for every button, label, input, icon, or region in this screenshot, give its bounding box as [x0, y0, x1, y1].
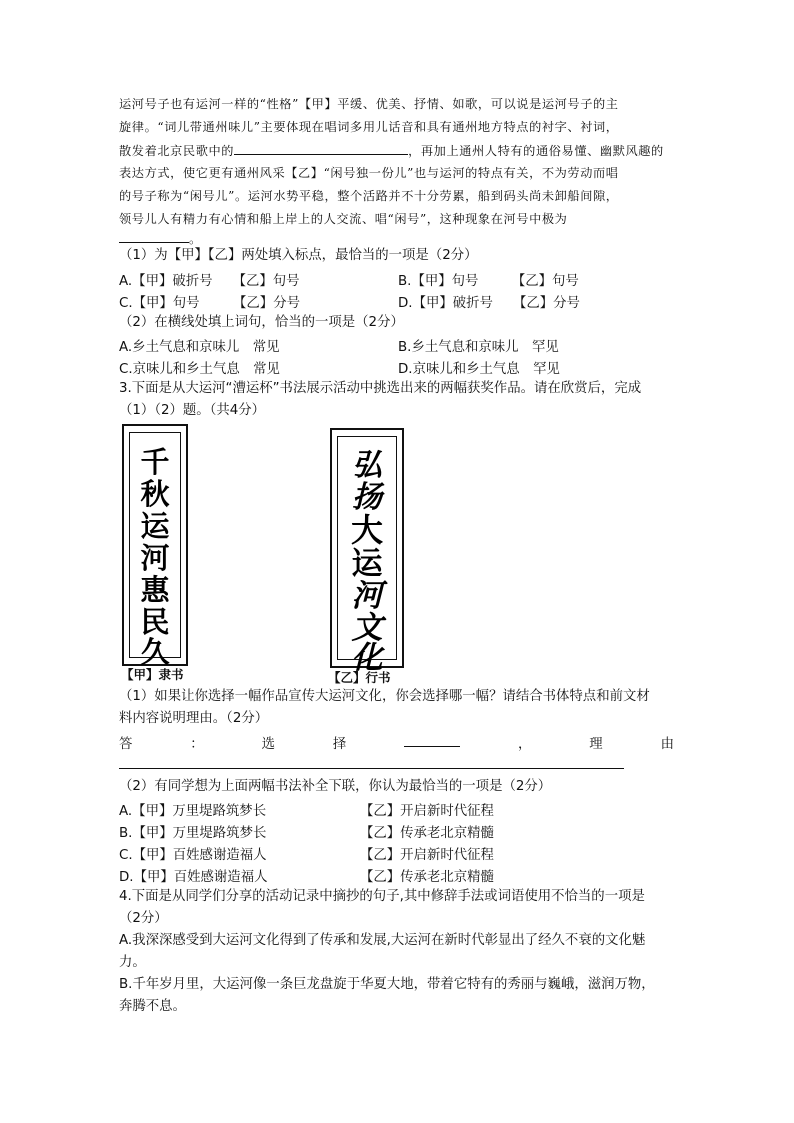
- passage-line-3a: 散发着北京民歌中的: [119, 144, 235, 158]
- scroll-yi-char-7: 化: [351, 640, 383, 676]
- q2-stem: （2）在横线处填上词句，恰当的一项是（2分）: [119, 315, 404, 330]
- choice-blank[interactable]: [404, 733, 460, 747]
- calligraphy-scroll-yi: [330, 428, 404, 676]
- answer-choose-1: 选: [261, 737, 275, 752]
- scroll-jia-char-6: 民: [140, 605, 170, 639]
- fill-blank-2[interactable]: [119, 229, 189, 243]
- passage-line-1: 运河号子也有运河一样的“性格”【甲】平缓、优美、抒情、如歌，可以说是运河号子的主: [119, 97, 619, 111]
- scroll-yi-char-4: 运: [351, 546, 383, 582]
- answer-label: 答: [119, 737, 133, 752]
- scroll-yi-char-3: 大: [350, 511, 383, 549]
- q3-sub1-line-1: （1）如果让你选择一幅作品宣传大运河文化，你会选择哪一幅？请结合书体特点和前文材: [119, 689, 650, 704]
- answer-comma: ，: [518, 737, 532, 752]
- fill-blank-1[interactable]: [234, 141, 408, 155]
- passage-line-4: 表达方式，使它更有通州风采【乙】“闲号独一份儿”也与运河的特点有关，不为劳动而唱: [119, 166, 619, 180]
- q3-sub2-option-c-right: 【乙】开启新时代征程: [360, 848, 494, 863]
- passage-line-2: 旋律。“词儿带通州味儿”主要体现在唱词多用儿话音和具有通州地方特点的衬字、衬词，: [119, 120, 619, 134]
- caption-jia: 【甲】隶书: [121, 667, 184, 682]
- scroll-jia-char-3: 运: [140, 509, 170, 543]
- answer-choose-2: 择: [332, 737, 347, 752]
- passage-line-3: [119, 141, 664, 160]
- passage-line-7-end: 。: [189, 232, 202, 246]
- scroll-jia-char-5: 惠: [140, 573, 170, 607]
- answer-row: [119, 733, 674, 752]
- q3-sub2-option-a-right: 【乙】开启新时代征程: [360, 804, 494, 819]
- q2-option-a[interactable]: A.乡土气息和京味儿 常见: [119, 340, 280, 355]
- q3-sub1-line-2: 料内容说明理由。（2分）: [119, 711, 269, 726]
- q4-option-b-line-2[interactable]: 奔腾不息。: [119, 999, 186, 1014]
- q1-option-a[interactable]: A.【甲】破折号 【乙】句号: [119, 274, 300, 289]
- q1-option-b[interactable]: B.【甲】句号 【乙】句号: [398, 274, 579, 289]
- q4-stem-line-1: 4.下面是从同学们分享的活动记录中摘抄的句子,其中修辞手法或词语使用不恰当的一项是: [119, 889, 645, 904]
- q1-option-d[interactable]: D.【甲】破折号 【乙】分号: [398, 296, 580, 311]
- q4-stem-line-2: （2分）: [119, 911, 168, 926]
- scroll-jia-char-2: 秋: [140, 477, 170, 511]
- q2-option-d[interactable]: D.京味儿和乡土气息 罕见: [398, 362, 560, 377]
- answer-reason-2: 由: [660, 737, 674, 752]
- passage-line-5: 的号子称为“闲号儿”。运河水势平稳，整个活路并不十分劳累，船到码头尚未卸船间隙，: [119, 189, 619, 203]
- q4-option-a-line-2[interactable]: 力。: [119, 955, 146, 970]
- q4-option-a-line-1[interactable]: A.我深深感受到大运河文化得到了传承和发展,大运河在新时代彰显出了经久不衰的文化魅: [119, 933, 646, 948]
- q3-sub2-option-a-left[interactable]: A.【甲】万里堤路筑梦长: [119, 804, 267, 819]
- q3-stem-line-1: 3.下面是从大运河“漕运杯”书法展示活动中挑选出来的两幅获奖作品。请在欣赏后，完成: [119, 381, 642, 396]
- q3-sub2-option-c-left[interactable]: C.【甲】百姓感谢造福人: [119, 848, 267, 863]
- scroll-yi-char-2: 扬: [352, 480, 382, 515]
- caption-yi: 【乙】行书: [328, 670, 391, 685]
- q1-stem: （1）为【甲】【乙】两处填入标点，最恰当的一项是（2分）: [119, 248, 478, 263]
- q4-option-b-line-1[interactable]: B.千年岁月里，大运河像一条巨龙盘旋于华夏大地，带着它特有的秀丽与巍峨，滋润万物，: [119, 977, 655, 992]
- q3-sub2-option-b-left[interactable]: B.【甲】万里堤路筑梦长: [119, 826, 267, 841]
- q3-sub2-option-d-right: 【乙】传承老北京精髓: [360, 870, 494, 885]
- scroll-yi-char-5: 河: [351, 578, 383, 614]
- scroll-yi-char-1: 弘: [352, 448, 382, 483]
- q2-option-b[interactable]: B.乡土气息和京味儿 罕见: [398, 340, 559, 355]
- scroll-jia-char-1: 千: [140, 445, 170, 479]
- q3-stem-line-2: （1）（2）题。（共4分）: [119, 403, 266, 418]
- q1-option-c[interactable]: C.【甲】句号 【乙】分号: [119, 296, 300, 311]
- scroll-yi-char-6: 文: [351, 610, 383, 646]
- scroll-jia-char-7: 久: [140, 635, 170, 669]
- answer-reason-1: 理: [589, 737, 603, 752]
- q2-option-c[interactable]: C.京味儿和乡土气息 常见: [119, 362, 280, 377]
- q3-sub2-stem: （2）有同学想为上面两幅书法补全下联，你认为最恰当的一项是（2分）: [119, 779, 552, 794]
- calligraphy-scroll-jia: [122, 424, 188, 669]
- passage-line-3b: ，再加上通州人特有的通俗易懂、幽默风趣的: [408, 144, 664, 158]
- q3-sub2-option-d-left[interactable]: D.【甲】百姓感谢造福人: [119, 870, 268, 885]
- scroll-jia-char-4: 河: [140, 541, 170, 575]
- passage-line-7: [119, 229, 202, 248]
- reason-answer-line[interactable]: [119, 768, 624, 769]
- q3-sub2-option-b-right: 【乙】传承老北京精髓: [360, 826, 494, 841]
- passage-line-6: 领号儿人有精力有心情和船上岸上的人交流、唱“闲号”，这种现象在河号中极为: [119, 212, 568, 226]
- answer-colon: ：: [190, 737, 204, 752]
